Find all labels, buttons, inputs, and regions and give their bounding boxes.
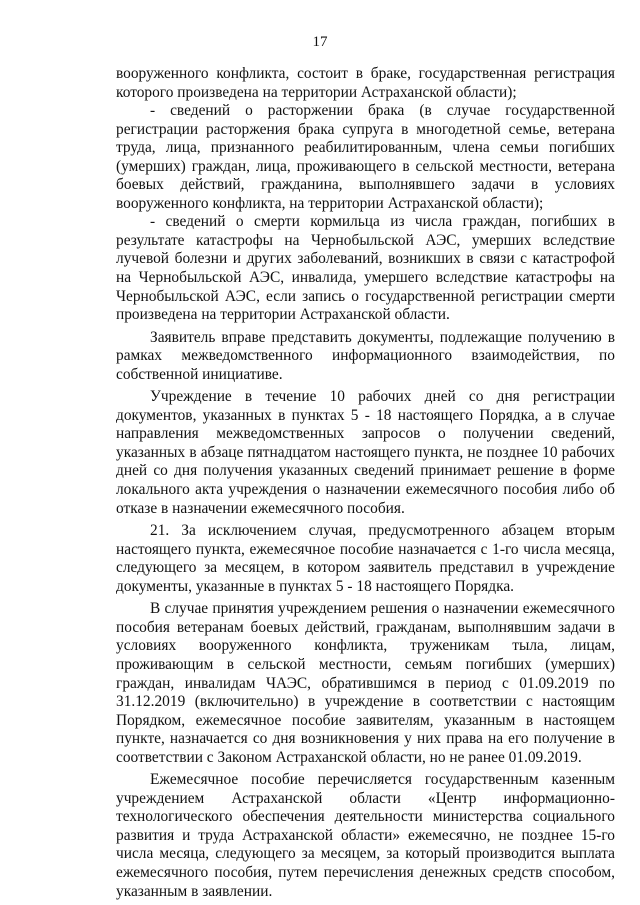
paragraph-payment-transfer: Ежемесячное пособие перечисляется государственным казенным учреждением Астраханской области «Центр информационно-технологического обеспечения деятельности министерства социального развития и труда Астраханской области» ежемесячно, не позднее 15-го числа месяца, следующего за месяцем, за который производится выплата ежемесячного пособия, путем перечисления денежных средств способом, указанным в заявлении. [116,771,615,900]
paragraph-applicant-right: Заявитель вправе представить документы, подлежащие получению в рамках межведомственного информационного взаимодействия, по собственной инициативе. [116,328,615,383]
paragraph-death-info: - сведений о смерти кормильца из числа граждан, погибших в результате катастрофы на Чернобыльской АЭС, умерших вследствие лучевой болезни и других заболеваний, возникших в связи с катастрофой на Чернобыльской АЭС, инвалида, умершего вследствие катастрофы на Чернобыльской АЭС, если запись о государственной регистрации смерти произведена на территории Астраханской области. [116,213,615,324]
page-number: 17 [312,34,328,50]
paragraph-divorce-info: - сведений о расторжении брака (в случае государственной регистрации расторжения брака супруга в многодетной семье, ветерана труда, лица, признанного реабилитированным, члена семьи погибших (умерших) граждан, лица, проживающего в сельской местности, ветерана боевых действий, гражданина, выполнявшего задачи в условиях вооруженного конфликта, на территории Астраханской области); [116,102,615,212]
paragraph-special-period: В случае принятия учреждением решения о назначении ежемесячного пособия ветеранам боевых действий, гражданам, выполнявшим задачи в условиях вооруженного конфликта, труженикам тыла, лицам, проживающим в сельской местности, семьям погибших (умерших) граждан, инвалидам ЧАЭС, обратившимся в период с 01.09.2019 по 31.12.2019 (включительно) в учреждение в соответствии с настоящим Порядком, ежемесячное пособие заявителям, указанным в настоящем пункте, назначается со дня возникновения у них права на его получение в соответствии с Законом Астраханской области, но не ранее 01.09.2019. [116,600,615,766]
paragraph-decision-term: Учреждение в течение 10 рабочих дней со дня регистрации документов, указанных в пунктах 5 - 18 настоящего Порядка, а в случае направления межведомственных запросов о получении сведений, указанных в абзаце пятнадцатом настоящего пункта, не позднее 10 рабочих дней со дня получения указанных сведений принимает решение в форме локального акта учреждения о назначении ежемесячного пособия либо об отказе в назначении ежемесячного пособия. [116,388,615,517]
paragraph-item-21: 21. За исключением случая, предусмотренного абзацем вторым настоящего пункта, ежемесячное пособие назначается с 1-го числа месяца, следующего за месяцем, в котором заявитель представил в учреждение документы, указанные в пунктах 5 - 18 настоящего Порядка. [116,522,615,595]
document-body [116,65,615,901]
paragraph-continuation: вооруженного конфликта, состоит в браке, государственная регистрация которого произведена на территории Астраханской области); [116,65,615,101]
